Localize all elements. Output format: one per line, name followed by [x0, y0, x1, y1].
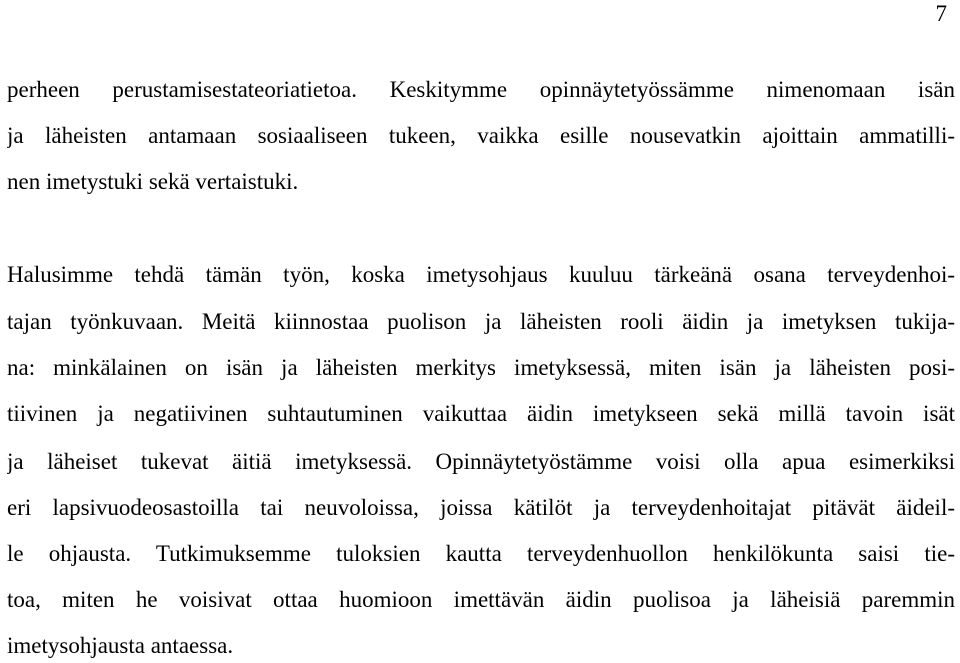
- text-line: ja läheiset tukevat äitiä imetyksessä. Opinnäytetyöstämme voisi olla apua esimerkiksi: [7, 449, 955, 474]
- page-number: 7: [935, 1, 947, 26]
- text-line: toa, miten he voisivat ottaa huomioon imettävän äidin puolisoa ja läheisiä paremmin: [7, 587, 955, 612]
- text-line: le ohjausta. Tutkimuksemme tuloksien kautta terveydenhuollon henkilökunta saisi tie-: [7, 541, 955, 566]
- text-line: eri lapsivuodeosastoilla tai neuvoloissa, joissa kätilöt ja terveydenhoitajat pitävät äideil-: [7, 495, 955, 520]
- text-line: tajan työnkuvaan. Meitä kiinnostaa puolison ja läheisten rooli äidin ja imetyksen tukija-: [7, 309, 955, 334]
- text-line: tiivinen ja negatiivinen suhtautuminen vaikuttaa äidin imetykseen sekä millä tavoin isät: [7, 401, 955, 426]
- text-line: perheen perustamisestateoriatietoa. Keskitymme opinnäytetyössämme nimenomaan isän: [7, 77, 955, 102]
- text-line: Halusimme tehdä tämän työn, koska imetysohjaus kuuluu tärkeänä osana terveydenhoi-: [7, 262, 955, 287]
- text-line: na: minkälainen on isän ja läheisten merkitys imetyksessä, miten isän ja läheisten posi-: [7, 355, 955, 380]
- text-line: nen imetystuki sekä vertaistuki.: [7, 169, 299, 194]
- text-line: imetysohjausta antaessa.: [7, 633, 234, 658]
- text-line: ja läheisten antamaan sosiaaliseen tukeen, vaikka esille nousevatkin ajoittain ammatilli-: [7, 123, 955, 148]
